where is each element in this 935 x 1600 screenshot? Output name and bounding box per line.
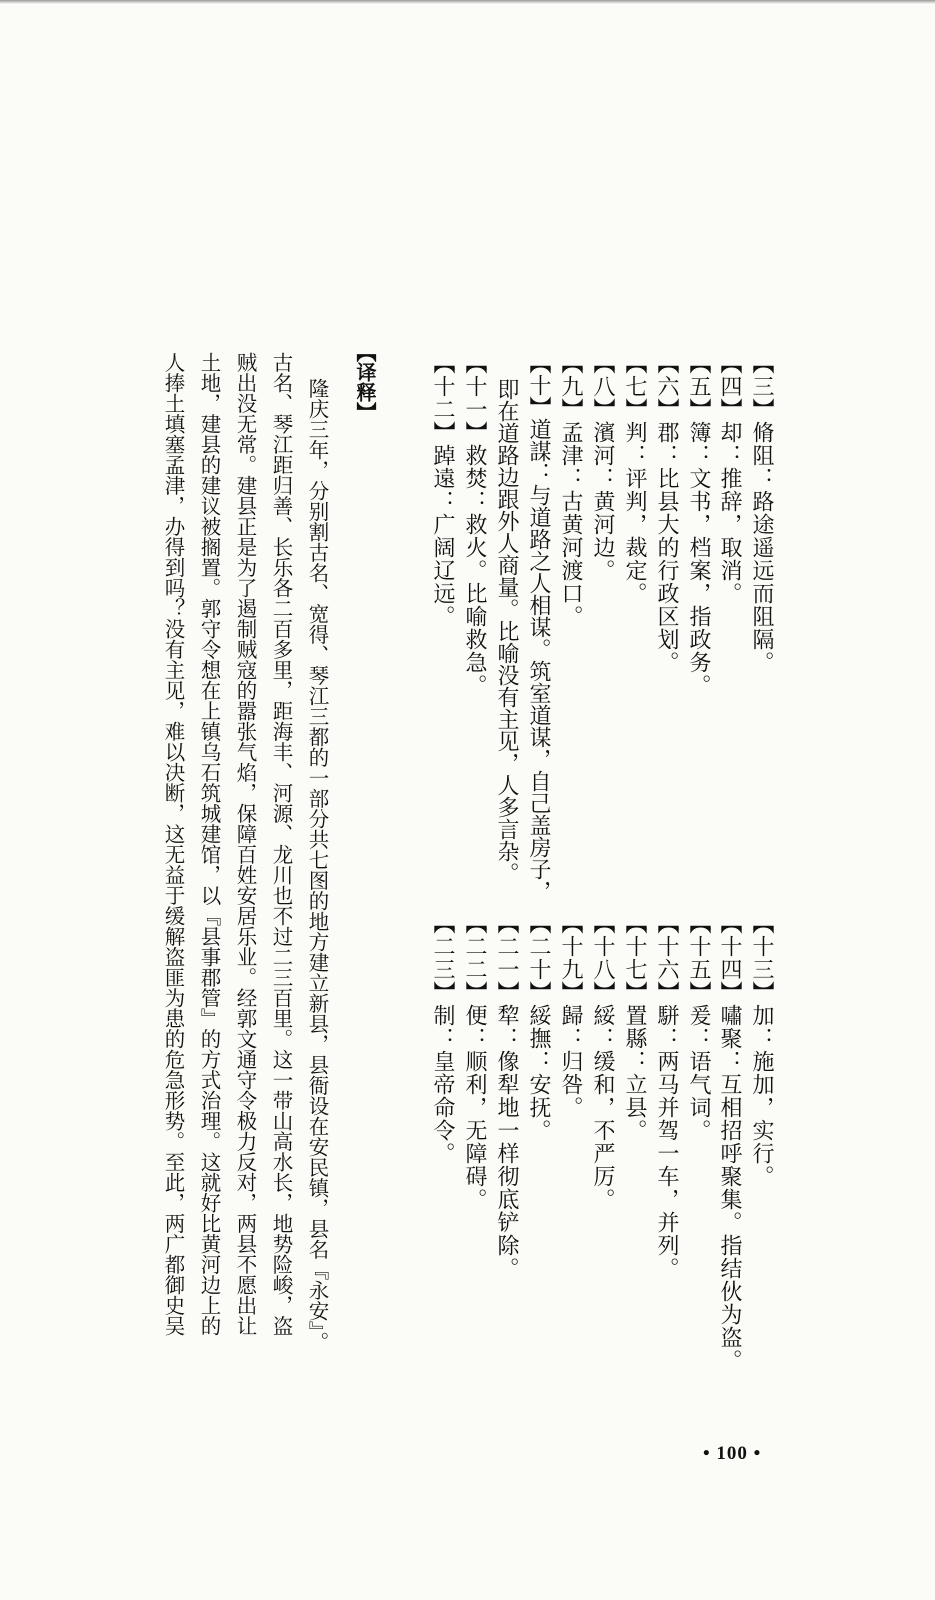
note-13: 【十三】加：施加，实行。 — [749, 912, 774, 1188]
note-17: 【十七】置縣：立县。 — [622, 912, 647, 1142]
note-4: 【四】却：推辞，取消。 — [717, 352, 742, 605]
note-8: 【八】濱河：黄河边。 — [590, 352, 615, 582]
note-10-continued: 即在道路边跟外人商量。比喻没有主见，人多言杂。 — [494, 378, 519, 884]
note-18: 【十八】綏：缓和，不严厉。 — [590, 912, 615, 1211]
translation-line-4: 土地，建县的建议被搁置。郭守令想在上镇乌石筑城建馆，以『县事郡管』的方式治理。这就好比黄河边上的 — [197, 352, 221, 1336]
translation-heading: 【译释】 — [353, 342, 377, 422]
note-14: 【十四】嘯聚：互相招呼聚集。指结伙为盗。 — [717, 912, 742, 1372]
note-16: 【十六】駢：两马并驾一车，并列。 — [654, 912, 679, 1280]
note-10: 【十】道謀：与道路之人相谋。筑室道谋，自己盖房子， — [526, 352, 551, 902]
translation-line-3: 贼出没无常。建县正是为了遏制贼寇的嚣张气焰，保障百姓安居乐业。经郭文通守令极力反对，两县不愿出让 — [233, 352, 257, 1336]
note-5: 【五】簿：文书，档案，指政务。 — [686, 352, 711, 697]
note-12: 【十二】踔遠：广阔辽远。 — [430, 352, 455, 628]
note-19: 【十九】歸：归咎。 — [558, 912, 583, 1119]
translation-line-2: 古名、琴江距归善、长乐各二百多里，距海丰、河源、龙川也不过二三百里。这一带山高水长，地势险峻，盗 — [269, 352, 293, 1336]
note-11: 【十一】救焚：救火。比喻救急。 — [462, 352, 487, 697]
note-7: 【七】判：评判，裁定。 — [622, 352, 647, 605]
note-6: 【六】郡：比县大的行政区划。 — [654, 352, 679, 674]
note-3: 【三】脩阻：路途遥远而阻隔。 — [749, 352, 774, 674]
note-9: 【九】孟津：古黄河渡口。 — [558, 352, 583, 628]
page-number: • 100 • — [703, 1443, 762, 1464]
note-22: 【二二】便：顺利，无障碍。 — [462, 912, 487, 1211]
scan-edge — [0, 0, 935, 4]
note-21: 【二一】犂：像犁地一样彻底铲除。 — [494, 912, 519, 1280]
note-23: 【二三】制：皇帝命令。 — [430, 912, 455, 1165]
note-15: 【十五】爰：语气词。 — [686, 912, 711, 1142]
note-20: 【二十】綏撫：安抚。 — [526, 912, 551, 1142]
translation-line-5: 人捧土填塞孟津，办得到吗？没有主见，难以决断，这无益于缓解盗匪为患的危急形势。至此，两广都御史吴 — [161, 352, 185, 1336]
translation-line-1: 隆庆三年，分别割古名、宽得、琴江三都的一部分共七图的地方建立新县，县衙设在安民镇，县名『永安』。 — [305, 378, 329, 1352]
